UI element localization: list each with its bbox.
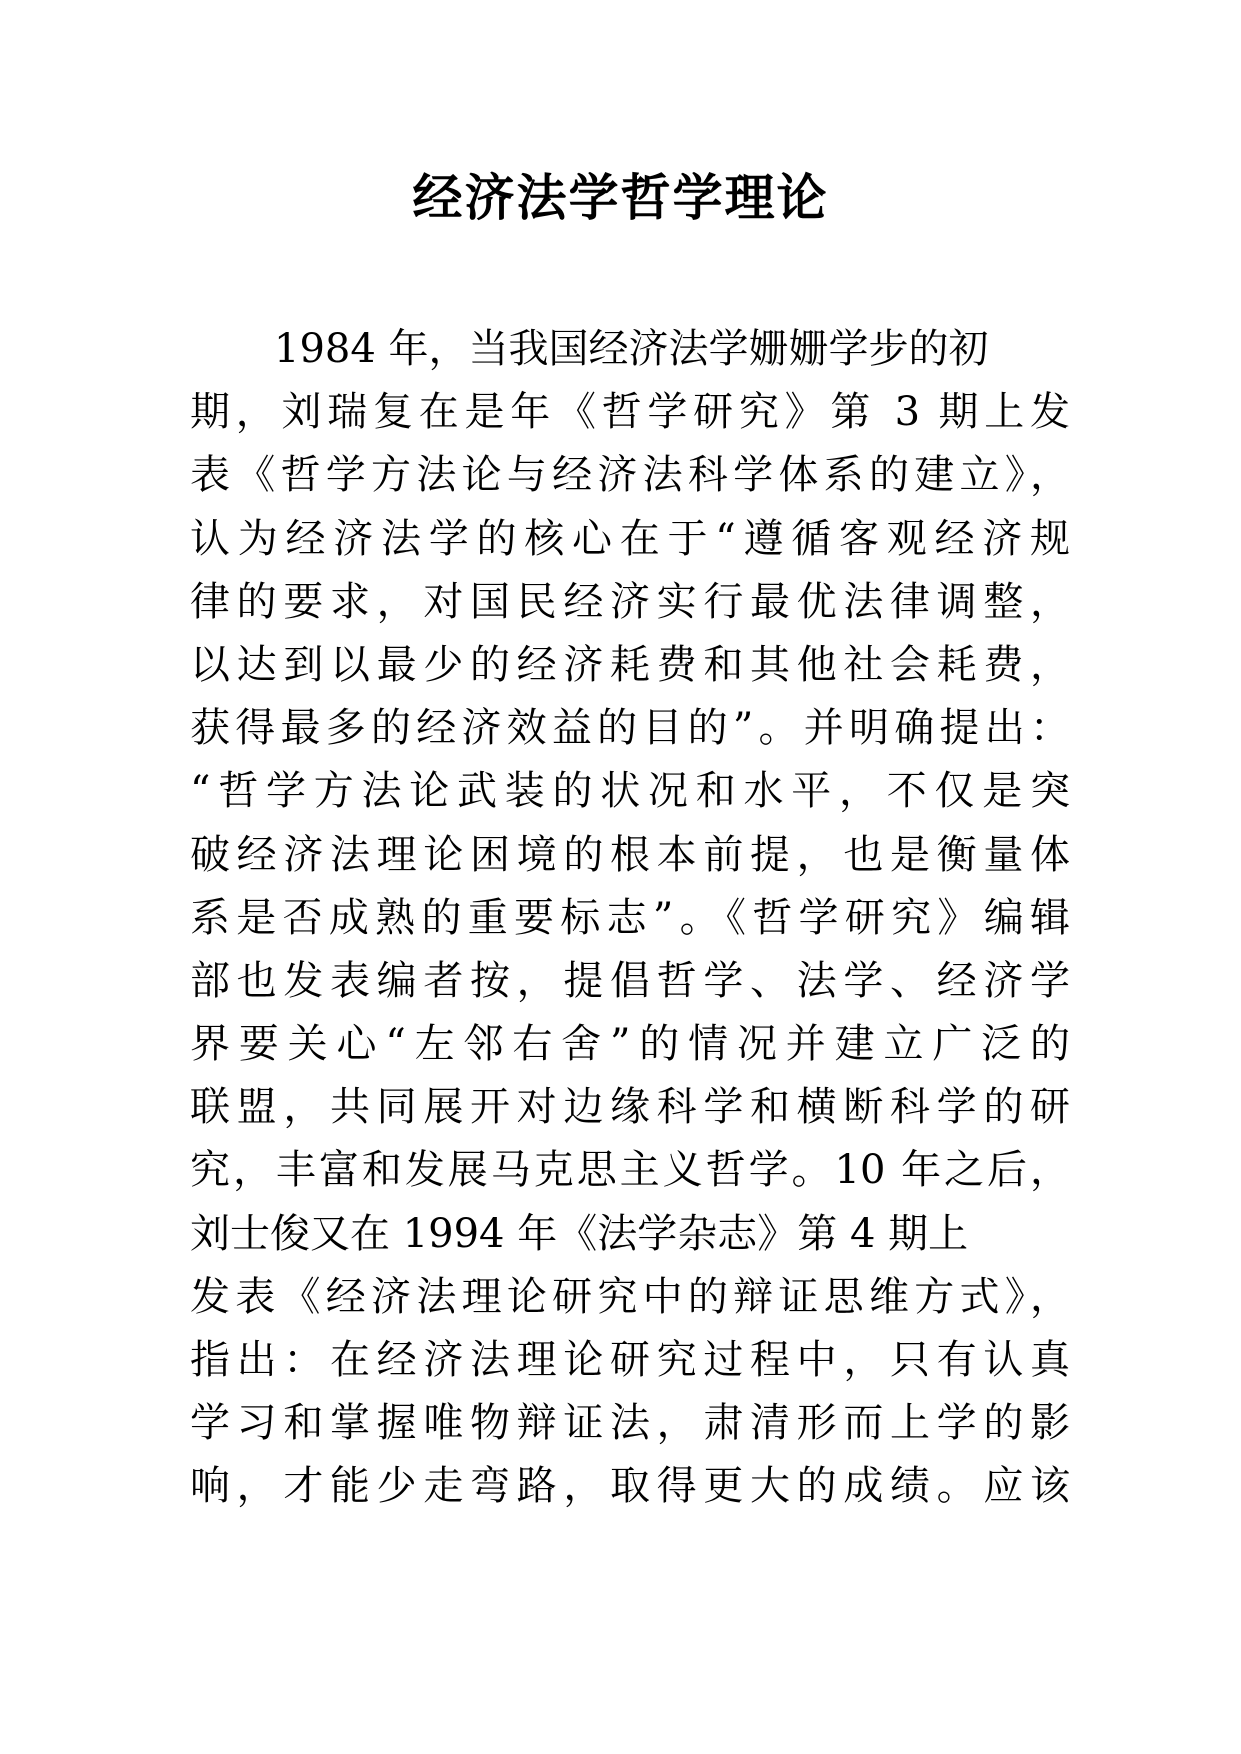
body-line: 界要关心“左邻右舍”的情况并建立广泛的 <box>190 1021 1070 1068</box>
body-line: 表《哲学方法论与经济法科学体系的建立》， <box>190 452 1070 499</box>
body-line: 指出：在经济法理论研究过程中，只有认真 <box>190 1337 1070 1383</box>
body-line: 系是否成熟的重要标志”。《哲学研究》编辑 <box>190 894 1070 941</box>
body-line: 部也发表编者按，提倡哲学、法学、经济学 <box>190 957 1070 1004</box>
body-line: 破经济法理论困境的根本前提，也是衡量体 <box>190 831 1070 878</box>
body-line: 1984 年，当我国经济法学姗姗学步的初 <box>274 326 989 372</box>
body-line: 发表《经济法理论研究中的辩证思维方式》， <box>190 1273 1070 1320</box>
body-line: 学习和掌握唯物辩证法，肃清形而上学的影 <box>190 1400 1070 1447</box>
body-paragraph <box>190 318 1070 1519</box>
body-line: 以达到以最少的经济耗费和其他社会耗费， <box>190 641 1070 688</box>
body-line: 联盟，共同展开对边缘科学和横断科学的研 <box>190 1084 1070 1131</box>
body-line: 律的要求，对国民经济实行最优法律调整， <box>190 578 1070 625</box>
body-line: “哲学方法论武装的状况和水平，不仅是突 <box>190 768 1070 815</box>
body-line: 究，丰富和发展马克思主义哲学。10 年之后， <box>190 1147 1070 1194</box>
document-title: 经济法学哲学理论 <box>412 168 829 227</box>
body-line: 获得最多的经济效益的目的”。并明确提出： <box>190 705 1070 752</box>
body-line: 期，刘瑞复在是年《哲学研究》第 3 期上发 <box>190 389 1070 436</box>
body-line: 刘士俊又在 1994 年《法学杂志》第 4 期上 <box>190 1210 969 1257</box>
body-line: 认为经济法学的核心在于“遵循客观经济规 <box>190 515 1070 562</box>
body-line: 响，才能少走弯路，取得更大的成绩。应该 <box>190 1463 1070 1510</box>
